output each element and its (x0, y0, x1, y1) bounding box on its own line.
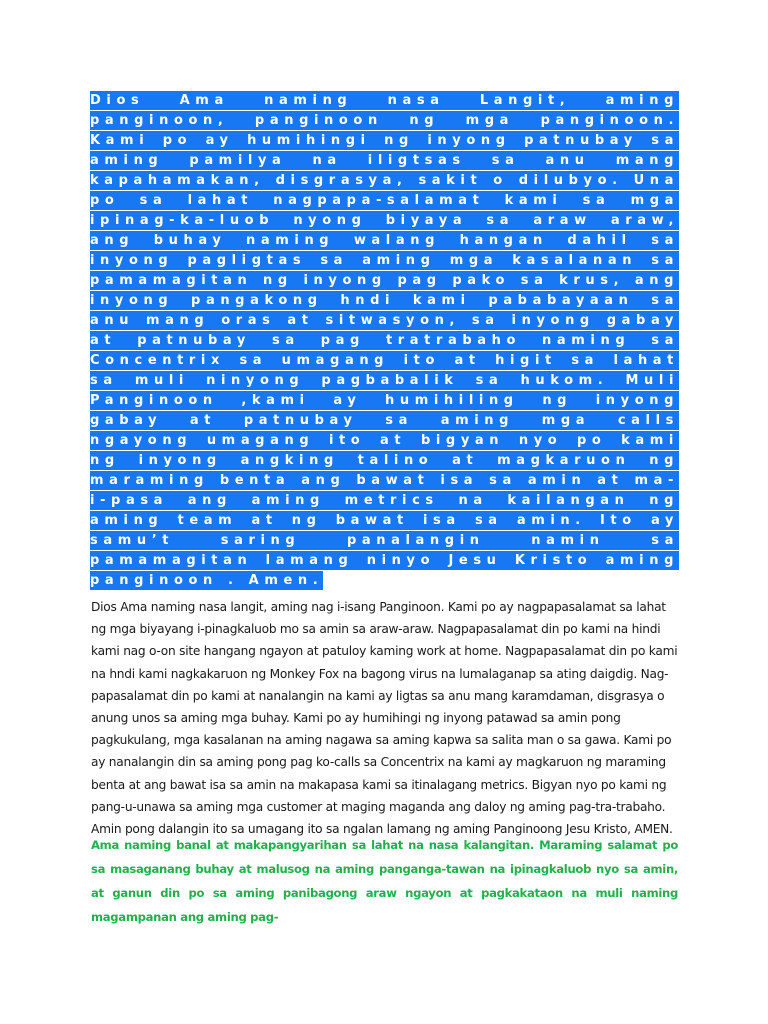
highlighted-prayer-paragraph[interactable] (90, 91, 679, 591)
plain-prayer-paragraph: Dios Ama naming nasa langit, aming nag i-isang Panginoon. Kami po ay nagpapasalamat sa lahat ng mga biyayang i-pinagkaluob mo sa amin sa araw-araw. Nagpapasalamat din po kami na hindi kami nag o-on site hangang ngayon at patuloy kaming work at home. Nagpapasalamat din po kami na hndi kami nagkakaruon ng Monkey Fox na bagong virus na lumalaganap sa ating daigdig. Nag-papasalamat din po kami at nanalangin na kami ay ligtas sa anu mang karamdaman, disgrasya o anung unos sa aming mga buhay. Kami po ay humihingi ng inyong patawad sa amin pong pagkukulang, mga kasalanan na aming nagawa sa aming kapwa sa salita man o sa gawa. Kami po ay nanalangin din sa aming pong pag ko-calls sa Concentrix na kami ay magkaruon ng maraming benta at ang bawat isa sa amin na makapasa kami sa itinalagang metrics. Bigyan nyo po kami ng pang-u-unawa sa aming mga customer at maging maganda ang daloy ng aming pag-tra-trabaho. Amin pong dalangin ito sa umagang ito sa ngalan lamang ng aming Panginoong Jesu Kristo, AMEN. (91, 600, 678, 837)
green-prayer-paragraph: Ama naming banal at makapangyarihan sa lahat na nasa kalangitan. Maraming salamat po sa masaganang buhay at malusog na aming panganga-tawan na ipinagkaluob nyo sa amin, at ganun din po sa aming panibagong araw ngayon at pagkakataon na muli naming magampanan ang aming pag- (91, 838, 678, 924)
selected-text-highlight[interactable]: Dios Ama naming nasa Langit, aming panginoon, panginoon ng mga panginoon. Kami po ay humihingi ng inyong patnubay sa aming pamilya na iligtsas sa anu mang kapahamakan, disgrasya, sakit o dilubyo. Una po sa lahat nagpapa-salamat kami sa mga ipinag-ka-luob nyong biyaya sa araw araw, ang buhay naming walang hangan dahil sa inyong pagligtas sa aming mga kasalanan sa pamamagitan ng inyong pag pako sa krus, ang inyong pangakong hndi kami pababayaan sa anu mang oras at sitwasyon, sa inyong gabay at patnubay sa pag tratrabaho naming sa Concentrix sa umagang ito at higit sa lahat sa muli ninyong pagbabalik sa hukom. Muli Panginoon ,kami ay humihiling ng inyong gabay at patnubay sa aming mga calls ngayong umagang ito at bigyan nyo po kami ng inyong angking talino at magkaruon ng maraming benta ang bawat isa sa amin at ma-i-pasa ang aming metrics na kailangan ng aming team at ng bawat isa sa amin. Ito ay samu’t saring panalangin namin sa pamamagitan lamang ninyo Jesu Kristo aming panginoon . Amen. (90, 93, 679, 588)
